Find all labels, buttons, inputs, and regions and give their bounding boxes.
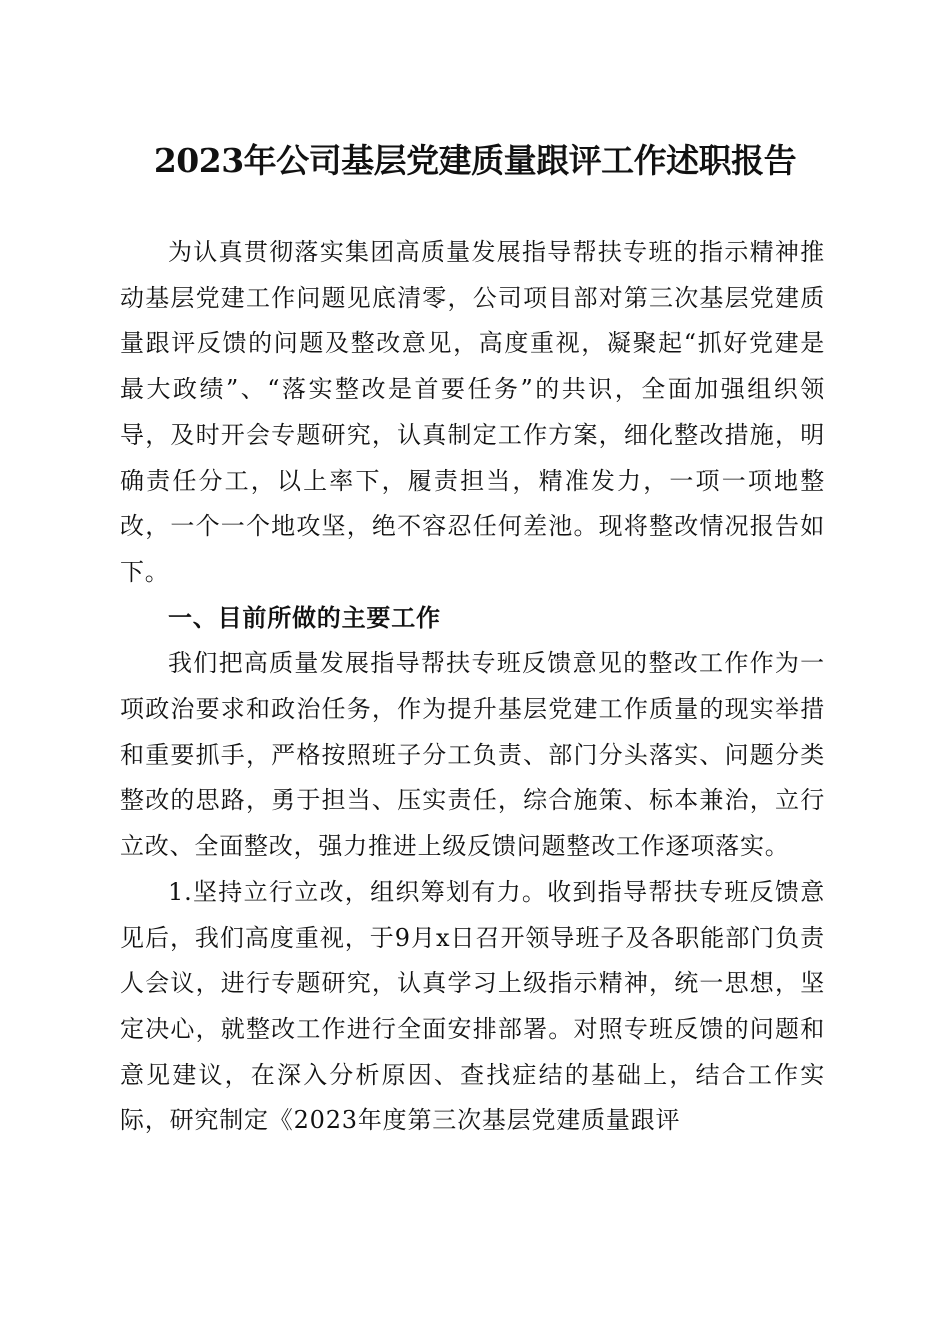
section-heading: 一、目前所做的主要工作	[168, 603, 441, 632]
section-paragraph-item-1: 1.坚持立行立改，组织筹划有力。收到指导帮扶专班反馈意见后，我们高度重视，于9月x日召开领导班子及各职能部门负责人会议，进行专题研究，认真学习上级指示精神，统一思想，坚定决心，就整改工作进行全面安排部署。对照专班反馈的问题和意见建议，在深入分析原因、查找症结的基础上，结合工作实际，研究制定《2023年度第三次基层党建质量跟评	[120, 877, 825, 1135]
intro-paragraph: 为认真贯彻落实集团高质量发展指导帮扶专班的指示精神推动基层党建工作问题见底清零，公司项目部对第三次基层党建质量跟评反馈的问题及整改意见，高度重视，凝聚起“抓好党建是最大政绩”、“落实整改是首要任务”的共识，全面加强组织领导，及时开会专题研究，认真制定工作方案，细化整改措施，明确责任分工，以上率下，履责担当，精准发力，一项一项地整改，一个一个地攻坚，绝不容忍任何差池。现将整改情况报告如下。	[120, 238, 825, 586]
document-body	[120, 230, 825, 1144]
document-title: 2023年公司基层党建质量跟评工作述职报告	[153, 141, 797, 180]
section-paragraph: 我们把高质量发展指导帮扶专班反馈意见的整改工作作为一项政治要求和政治任务，作为提升基层党建工作质量的现实举措和重要抓手，严格按照班子分工负责、部门分头落实、问题分类整改的思路，勇于担当、压实责任，综合施策、标本兼治，立行立改、全面整改，强力推进上级反馈问题整改工作逐项落实。	[120, 649, 825, 861]
